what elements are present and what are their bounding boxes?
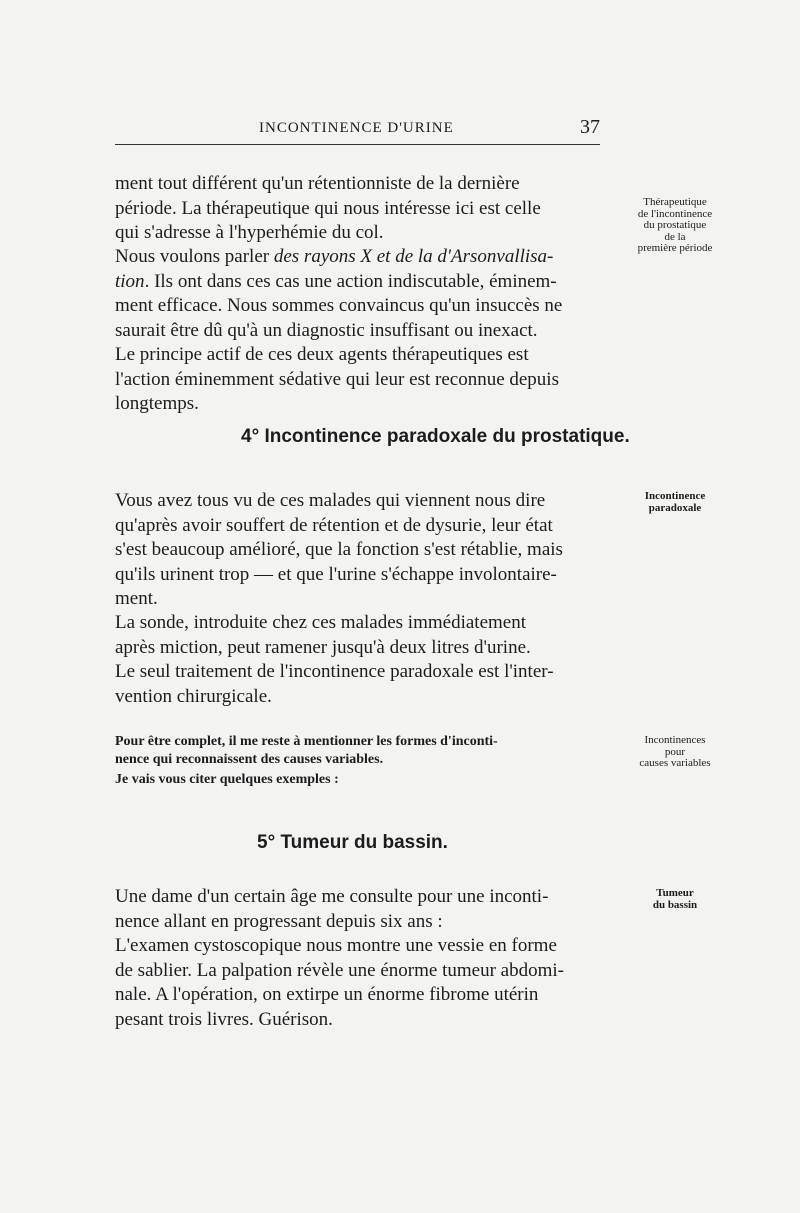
margin-note-incontinence-paradoxale	[610, 491, 740, 514]
text-line: s'est beaucoup amélioré, que la fonction s'est rétablie, mais	[115, 539, 563, 560]
margin-line: Incontinence	[644, 490, 706, 502]
section-heading-4: 4° Incontinence paradoxale du prostatique.	[241, 426, 630, 447]
paragraph-5	[115, 611, 615, 660]
text-line: vention chirurgicale.	[115, 685, 272, 707]
text-line: pesant trois livres. Guérison.	[115, 1008, 333, 1030]
running-title: INCONTINENCE D'URINE	[259, 120, 454, 136]
text-line: qu'ils urinent trop — et que l'urine s'échappe involontaire-	[115, 563, 557, 585]
text-line: de sablier. La palpation révèle une énorme tumeur abdomi-	[115, 959, 564, 981]
text-line: l'action éminemment sédative qui leur est reconnue depuis	[115, 368, 559, 390]
text-line: nence qui reconnaissent des causes variables.	[115, 752, 384, 767]
paragraph-8	[115, 934, 615, 1032]
italic-text: des rayons X et de la d'Arsonvallisa-	[273, 246, 554, 267]
paragraph-4	[115, 489, 615, 612]
text-line	[115, 270, 615, 295]
text-run: . Ils ont dans ces cas une action indiscutable, éminem-	[144, 270, 557, 292]
margin-line: Incontinences	[644, 734, 706, 746]
text-line: Je vais vous citer quelques exemples :	[115, 772, 339, 787]
small-paragraph-1	[115, 733, 615, 769]
paragraph-6	[115, 660, 615, 709]
margin-line: causes variables	[639, 757, 711, 769]
paragraph-3	[115, 343, 615, 417]
text-line: qui s'adresse à l'hyperhémie du col.	[115, 222, 384, 243]
margin-line: de la	[664, 230, 686, 243]
margin-line: de l'incontinence	[637, 207, 713, 220]
text-line: La sonde, introduite chez ces malades immédiatement	[115, 612, 526, 633]
italic-text: tion	[115, 270, 145, 292]
text-line: Une dame d'un certain âge me consulte pour une inconti-	[115, 886, 549, 907]
text-line: ment tout différent qu'un rétentionniste de la dernière	[115, 173, 520, 194]
text-line: après miction, peut ramener jusqu'à deux litres d'urine.	[115, 636, 531, 658]
small-paragraph-2	[115, 771, 615, 789]
text-line: Le seul traitement de l'incontinence paradoxale est l'inter-	[115, 661, 554, 682]
text-line: Vous avez tous vu de ces malades qui viennent nous dire	[115, 490, 546, 511]
text-line: saurait être dû qu'à un diagnostic insuffisant ou inexact.	[115, 319, 538, 341]
text-run: Nous voulons parler	[115, 246, 274, 267]
text-line: Pour être complet, il me reste à mentionner les formes d'inconti-	[115, 734, 498, 749]
paragraph-2	[115, 245, 615, 343]
margin-line: paradoxale	[648, 501, 702, 514]
margin-line: du prostatique	[643, 219, 707, 231]
margin-line: Thérapeutique	[643, 196, 707, 208]
margin-line: première période	[637, 242, 713, 254]
margin-line: du bassin	[652, 898, 698, 911]
header-rule	[115, 144, 600, 145]
text-line: ment efficace. Nous sommes convaincus qu'un insuccès ne	[115, 295, 563, 316]
text-line: qu'après avoir souffert de rétention et de dysurie, leur état	[115, 514, 553, 536]
page-header	[115, 116, 600, 146]
text-line	[115, 245, 615, 270]
margin-note-tumeur	[610, 888, 740, 911]
text-line: nence allant en progressant depuis six ans :	[115, 910, 443, 932]
section-heading-5: 5° Tumeur du bassin.	[257, 832, 448, 853]
text-line: période. La thérapeutique qui nous intéresse ici est celle	[115, 197, 541, 219]
margin-line: pour	[664, 745, 686, 758]
margin-note-causes-variables	[610, 735, 740, 770]
page-number: 37	[580, 116, 600, 138]
text-line: L'examen cystoscopique nous montre une vessie en forme	[115, 935, 557, 956]
margin-line: Tumeur	[656, 887, 694, 899]
text-line: nale. A l'opération, on extirpe un énorme fibrome utérin	[115, 984, 539, 1005]
text-line: longtemps.	[115, 393, 199, 414]
text-line: Le principe actif de ces deux agents thérapeutiques est	[115, 344, 529, 365]
margin-note-therapeutique	[610, 197, 740, 255]
paragraph-7	[115, 885, 615, 934]
paragraph-1	[115, 172, 615, 246]
text-line: ment.	[115, 588, 158, 609]
